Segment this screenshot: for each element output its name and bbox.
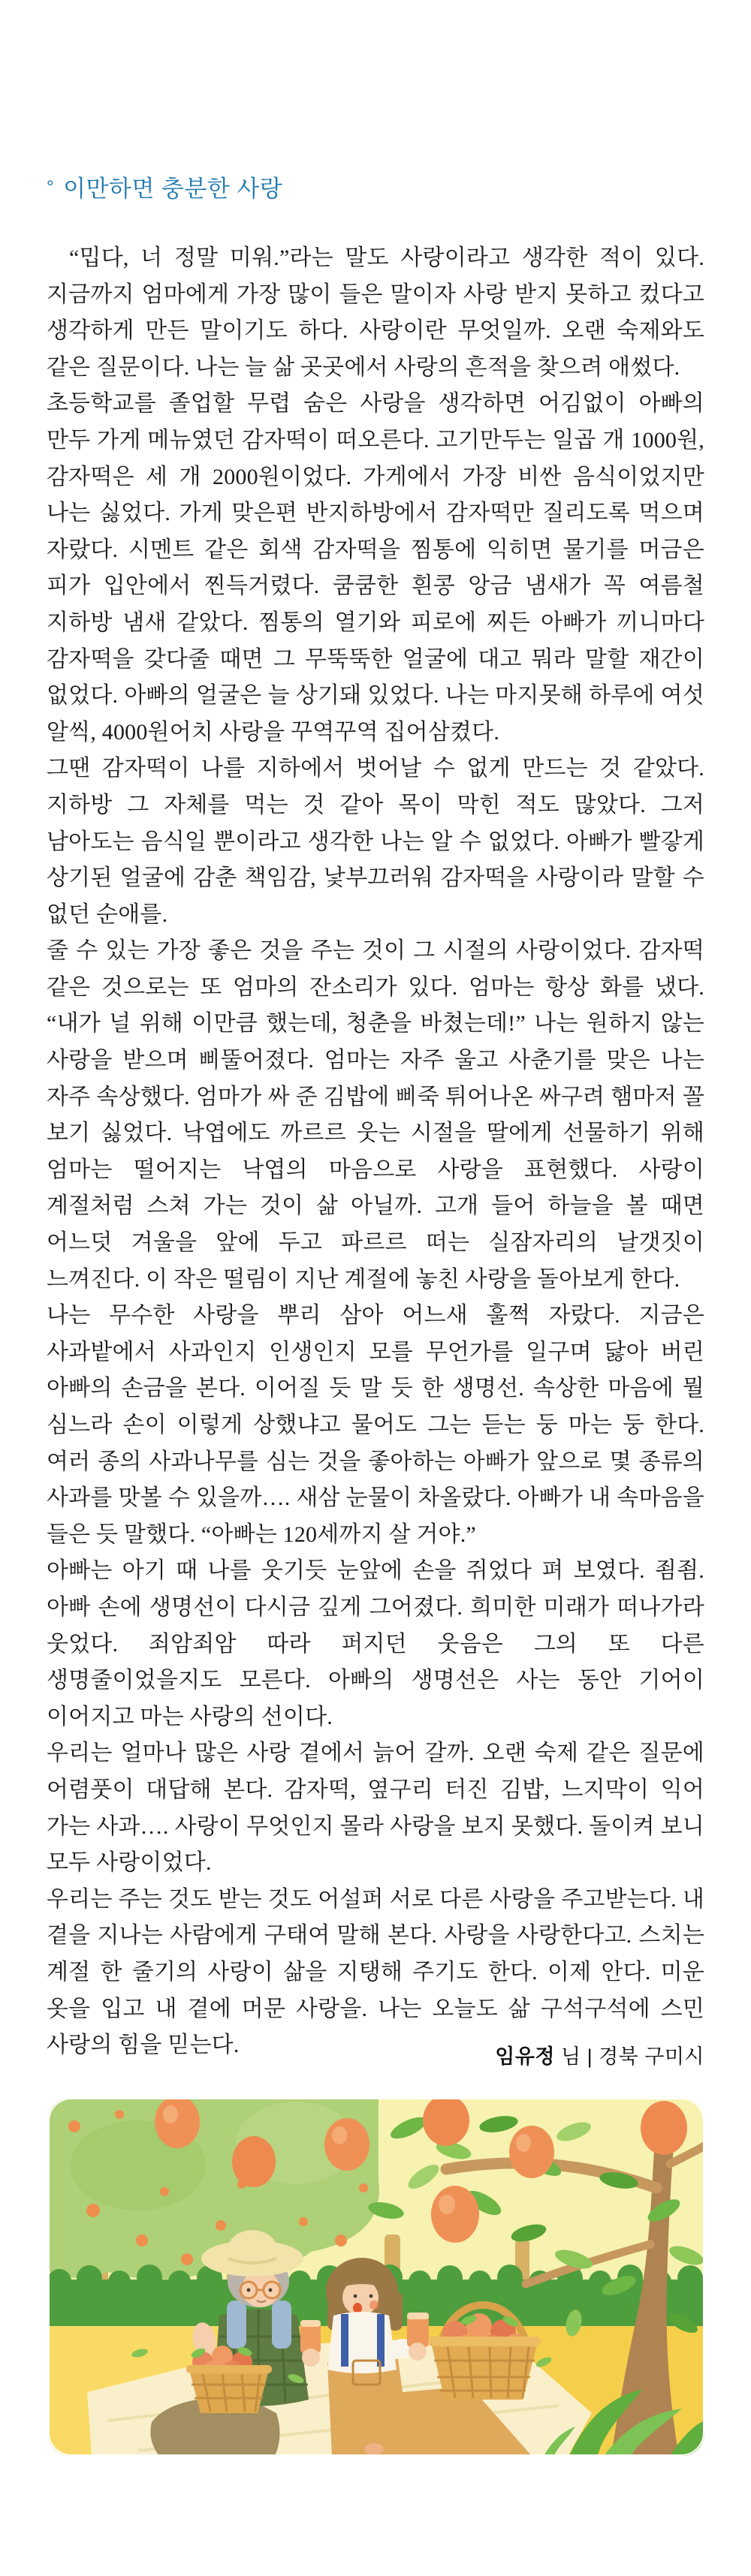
paragraph: “밉다, 너 정말 미워.”라는 말도 사랑이라고 생각한 적이 있다. 지금까지 엄마에게 가장 많이 들은 말이자 사랑 받지 못하고 컸다고 생각하게 만든 말이기도 하다. 사랑이란 무엇일까. 오랜 숙제와도 같은 질문이다. 나는 늘 삶 곳곳에서 사랑의 흔적을 찾으려 애썼다. (47, 245, 704, 380)
title-bullet-icon: ° (47, 177, 55, 197)
paragraph: 우리는 얼마나 많은 사랑 곁에서 늙어 갈까. 오랜 숙제 같은 질문에 어렴풋이 대답해 본다. 감자떡, 옆구리 터진 김밥, 느지막이 익어 가는 사과…. 사랑이 무엇인지 몰라 사랑을 보지 못했다. 돌이켜 보니 모두 사랑이었다. (47, 1741, 704, 1876)
paragraph: 줄 수 있는 가장 좋은 것을 주는 것이 그 시절의 사랑이었다. 감자떡 같은 것으로는 또 엄마의 잔소리가 있다. 엄마는 항상 화를 냈다. “내가 널 위해 이만큼 했는데, 청춘을 바쳤는데!” 나는 원하지 않는 사랑을 받으며 삐뚤어졌다. 엄마는 자주 울고 사춘기를 맞은 나는 자주 속상했다. 엄마가 싸 준 김밥에 삐죽 튀어나온 싸구려 햄마저 꼴 보기 싫었다. 낙엽에도 까르르 웃는 시절을 딸에게 선물하기 위해 엄마는 떨어지는 낙엽의 마음으로 사랑을 표현했다. 사랑이 계절처럼 스쳐 가는 것이 삶 아닐까. 고개 들어 하늘을 볼 때면 어느덧 겨울을 앞에 두고 파르르 떠는 실잠자리의 날갯짓이 느껴진다. 이 작은 떨림이 지난 계절에 놓친 사랑을 돌아보게 한다. (47, 938, 704, 1292)
essay-body (47, 240, 704, 2064)
paragraph: 나는 무수한 사랑을 뿌리 삼아 어느새 훌쩍 자랐다. 지금은 사과밭에서 사과인지 인생인지 모를 무언가를 일구며 닳아 버린 아빠의 손금을 본다. 이어질 듯 말 듯 한 생명선. 속상한 마음에 뭘 심느라 손이 이렇게 상했냐고 물어도 그는 듣는 둥 마는 둥 한다. 여러 종의 사과나무를 심는 것을 좋아하는 아빠가 앞으로 몇 종류의 사과를 맛볼 수 있을까…. 새삼 눈물이 차올랐다. 아빠가 내 속마음을 들은 듯 말했다. “아빠는 120세까지 살 거야.” (47, 1303, 704, 1547)
orchard-illustration-svg (48, 2098, 704, 2456)
page-title (47, 170, 282, 203)
paragraph: 그땐 감자떡이 나를 지하에서 벗어날 수 없게 만드는 것 같았다. 지하방 그 자체를 먹는 것 같아 목이 막힌 적도 많았다. 그저 남아도는 음식일 뿐이라고 생각한 나는 알 수 없었다. 아빠가 빨갛게 상기된 얼굴에 감춘 책임감, 낯부끄러워 감자떡을 사랑이라 말할 수 없던 순애를. (47, 756, 704, 927)
suspender-strap (341, 2314, 348, 2367)
neck-towel (227, 2301, 246, 2349)
paragraph: 우리는 주는 것도 받는 것도 어설퍼 서로 다른 사랑을 주고받는다. 내 곁을 지나는 사람에게 구태여 말해 본다. 사랑을 사랑한다고. 스치는 계절 한 줄기의 사랑이 삶을 지탱해 주기도 한다. 이제 안다. 미운 옷을 입고 내 곁에 머문 사랑을. 나는 오늘도 삶 구석구석에 스민 사랑의 힘을 믿는다. (47, 1886, 704, 2058)
author-name: 임유정 (495, 2045, 555, 2068)
title-text: 이만하면 충분한 사랑 (63, 176, 283, 202)
byline (495, 2040, 704, 2069)
white-shirt (327, 2312, 397, 2373)
orchard-illustration (48, 2098, 704, 2456)
bare-foot (364, 2443, 384, 2455)
paragraph: 아빠는 아기 때 나를 웃기듯 눈앞에 손을 쥐었다 펴 보였다. 죔죔. 아빠 손에 생명선이 다시금 깊게 그어졌다. 희미한 미래가 떠나가라 웃었다. 죄암죄암 따라 퍼지던 웃음은 그의 또 다른 생명줄이었을지도 모른다. 아빠의 생명선은 사는 동안 기어이 이어지고 마는 사랑의 선이다. (47, 1558, 704, 1729)
open-mouth (353, 2303, 362, 2313)
paragraph: 초등학교를 졸업할 무렵 숨은 사랑을 생각하면 어김없이 아빠의 만두 가게 메뉴였던 감자떡이 떠오른다. 고기만두는 일곱 개 1000원, 감자떡은 세 개 2000원이었다. 가게에서 가장 비싼 음식이었지만 나는 싫었다. 가게 맞은편 반지하방에서 감자떡만 질리도록 먹으며 자랐다. 시멘트 같은 회색 감자떡을 찜통에 익히면 물기를 머금은 피가 입안에서 찐득거렸다. 쿰쿰한 흰콩 앙금 냄새가 꼭 여름철 지하방 냄새 같았다. 찜통의 열기와 피로에 찌든 아빠가 끼니마다 감자떡을 갖다줄 때면 그 무뚝뚝한 얼굴에 대고 뭐라 말할 재간이 없었다. 아빠의 얼굴은 늘 상기돼 있었다. 나는 마지못해 하루에 여섯 알씩, 4000원어치 사랑을 꾸역꾸역 집어삼켰다. (47, 391, 704, 745)
byline-location: 님 | 경북 구미시 (554, 2045, 704, 2068)
